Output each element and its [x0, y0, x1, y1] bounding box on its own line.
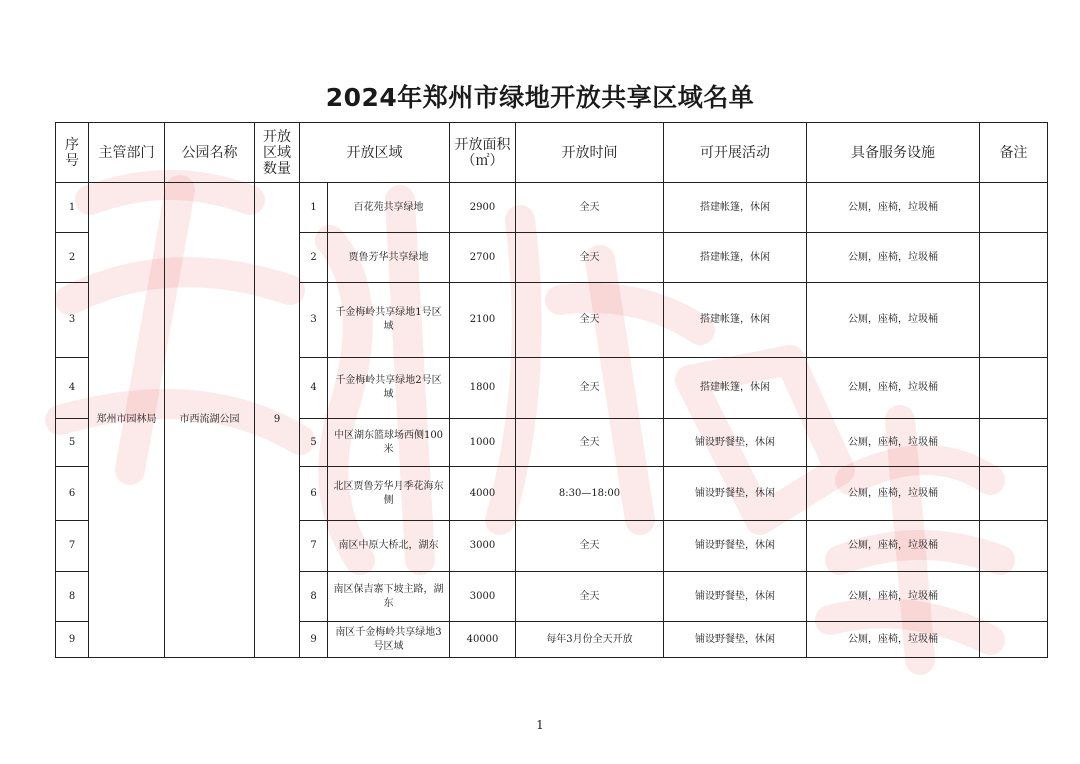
- notes: [980, 183, 1048, 233]
- area-size: 1000: [450, 419, 516, 467]
- area-name: 南区千金梅岭共享绿地3号区域: [328, 622, 450, 658]
- facilities: 公厕，座椅，垃圾桶: [807, 183, 980, 233]
- area-name: 南区中原大桥北，湖东: [328, 521, 450, 572]
- notes: [980, 419, 1048, 467]
- col-facilities-header: 具备服务设施: [807, 123, 980, 183]
- area-size: 2100: [450, 283, 516, 358]
- notes: [980, 233, 1048, 283]
- col-notes-header: 备注: [980, 123, 1048, 183]
- row-seq: 7: [56, 521, 89, 572]
- area-number: 4: [300, 358, 328, 419]
- notes: [980, 467, 1048, 521]
- facilities: 公厕，座椅，垃圾桶: [807, 622, 980, 658]
- row-seq: 4: [56, 358, 89, 419]
- page-number: 1: [536, 718, 544, 732]
- open-time: 全天: [516, 358, 664, 419]
- facilities: 公厕，座椅，垃圾桶: [807, 419, 980, 467]
- area-size: 3000: [450, 572, 516, 622]
- greenspace-table: [55, 122, 1048, 658]
- area-name: 中区湖东篮球场西侧100米: [328, 419, 450, 467]
- area-name: 南区保吉寨下坡主路，湖东: [328, 572, 450, 622]
- activities: 搭建帐篷，休闲: [664, 283, 807, 358]
- activities: 铺设野餐垫，休闲: [664, 572, 807, 622]
- activities: 铺设野餐垫，休闲: [664, 521, 807, 572]
- open-time: 每年3月份全天开放: [516, 622, 664, 658]
- area-number: 1: [300, 183, 328, 233]
- row-seq: 3: [56, 283, 89, 358]
- col-area-header: 开放区域: [300, 123, 450, 183]
- col-park-header: 公园名称: [165, 123, 255, 183]
- area-count-cell: 9: [255, 183, 300, 658]
- notes: [980, 283, 1048, 358]
- area-size: 2900: [450, 183, 516, 233]
- notes: [980, 622, 1048, 658]
- row-seq: 6: [56, 467, 89, 521]
- open-time: 全天: [516, 572, 664, 622]
- area-number: 9: [300, 622, 328, 658]
- col-dept-header: 主管部门: [89, 123, 165, 183]
- area-size: 3000: [450, 521, 516, 572]
- col-activities-header: 可开展活动: [664, 123, 807, 183]
- area-number: 6: [300, 467, 328, 521]
- activities: 铺设野餐垫，休闲: [664, 419, 807, 467]
- table-header-row: [56, 123, 1048, 183]
- area-number: 8: [300, 572, 328, 622]
- open-time: 8:30—18:00: [516, 467, 664, 521]
- row-seq: 8: [56, 572, 89, 622]
- park-cell: 市西流湖公园: [165, 183, 255, 658]
- facilities: 公厕，座椅，垃圾桶: [807, 572, 980, 622]
- col-seq-header: 序号: [56, 123, 89, 183]
- area-size: 1800: [450, 358, 516, 419]
- area-number: 5: [300, 419, 328, 467]
- facilities: 公厕，座椅，垃圾桶: [807, 358, 980, 419]
- notes: [980, 521, 1048, 572]
- area-number: 3: [300, 283, 328, 358]
- notes: [980, 572, 1048, 622]
- area-name: 千金梅岭共享绿地2号区域: [328, 358, 450, 419]
- activities: 铺设野餐垫，休闲: [664, 622, 807, 658]
- activities: 搭建帐篷，休闲: [664, 233, 807, 283]
- open-time: 全天: [516, 183, 664, 233]
- activities: 搭建帐篷，休闲: [664, 183, 807, 233]
- facilities: 公厕，座椅，垃圾桶: [807, 283, 980, 358]
- col-size-header: 开放面积（㎡）: [450, 123, 516, 183]
- facilities: 公厕，座椅，垃圾桶: [807, 233, 980, 283]
- dept-cell: 郑州市园林局: [89, 183, 165, 658]
- col-time-header: 开放时间: [516, 123, 664, 183]
- facilities: 公厕，座椅，垃圾桶: [807, 467, 980, 521]
- document-title: 2024年郑州市绿地开放共享区域名单: [325, 83, 755, 112]
- area-name: 千金梅岭共享绿地1号区域: [328, 283, 450, 358]
- open-time: 全天: [516, 233, 664, 283]
- area-number: 2: [300, 233, 328, 283]
- col-count-header: 开放区域数量: [255, 123, 300, 183]
- facilities: 公厕，座椅，垃圾桶: [807, 521, 980, 572]
- area-name: 百花苑共享绿地: [328, 183, 450, 233]
- area-size: 2700: [450, 233, 516, 283]
- area-number: 7: [300, 521, 328, 572]
- table-row: [56, 183, 1048, 233]
- open-time: 全天: [516, 283, 664, 358]
- notes: [980, 358, 1048, 419]
- area-name: 贾鲁芳华共享绿地: [328, 233, 450, 283]
- area-size: 40000: [450, 622, 516, 658]
- row-seq: 2: [56, 233, 89, 283]
- row-seq: 5: [56, 419, 89, 467]
- activities: 搭建帐篷，休闲: [664, 358, 807, 419]
- activities: 铺设野餐垫，休闲: [664, 467, 807, 521]
- row-seq: 1: [56, 183, 89, 233]
- area-name: 北区贾鲁芳华月季花海东侧: [328, 467, 450, 521]
- open-time: 全天: [516, 521, 664, 572]
- row-seq: 9: [56, 622, 89, 658]
- area-size: 4000: [450, 467, 516, 521]
- open-time: 全天: [516, 419, 664, 467]
